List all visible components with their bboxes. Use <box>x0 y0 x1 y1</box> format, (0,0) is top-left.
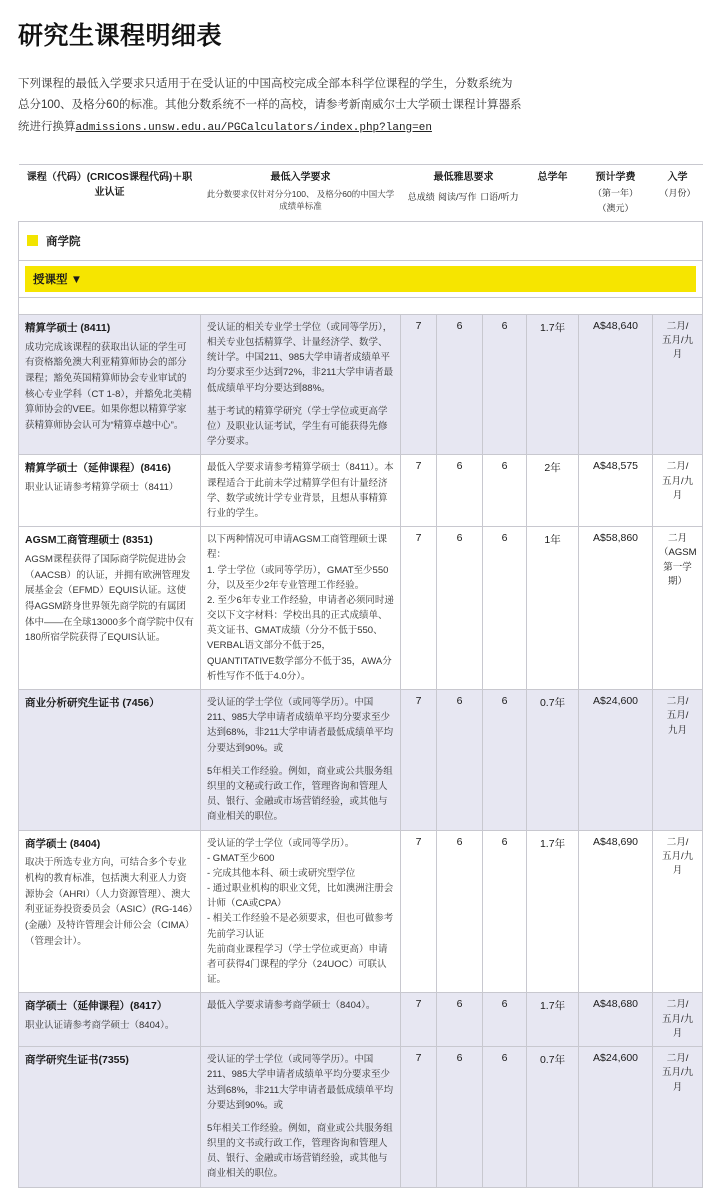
ielts-overall-cell: 7 <box>401 830 437 993</box>
spacer-row <box>19 297 703 314</box>
header-intake <box>653 164 703 221</box>
requirement-paragraph: 受认证的相关专业学士学位（或同等学历），相关专业包括精算学、计量经济学、数学、统计学。中国211、985大学申请者成绩单平均分要求至少达到72%，非211大学申请者最低成绩单平均分要达到88%。 <box>207 321 394 394</box>
course-name-cell <box>19 314 201 455</box>
intake-cell: 二月/ 五月/九月 <box>653 830 703 993</box>
requirement-paragraph: 受认证的学士学位（或同等学历）。中国211、985大学申请者成绩单平均分要求至少达到68%，非211大学申请者最低成绩单平均分要达到90%。或 <box>207 697 394 754</box>
table-row <box>19 455 703 527</box>
subsection-label[interactable]: 授课型 ▼ <box>25 266 696 292</box>
header-ielts-speaking: 口语/听力 <box>480 191 519 202</box>
requirement-paragraph: 5年相关工作经验。例如，商业或公共服务组织里的文秘或行政工作，管理咨询和管理人员、银行、金融或市场营销经验，或其他与商业相关的职位。 <box>207 765 393 823</box>
table-row <box>19 527 703 690</box>
course-name: 商学硕士 (8404) <box>25 837 101 850</box>
header-years <box>527 164 579 221</box>
header-years-label: 总学年 <box>537 171 568 183</box>
course-name: 商业分析研究生证书 (7456） <box>25 697 160 709</box>
duration-cell: 1年 <box>527 527 579 690</box>
ielts-overall-cell: 7 <box>401 527 437 690</box>
course-name: 精算学硕士 (8411) <box>25 321 111 334</box>
table-body <box>19 221 703 1187</box>
duration-cell: 2年 <box>527 455 579 527</box>
duration-cell: 0.7年 <box>527 1047 579 1188</box>
course-name-cell <box>19 830 201 993</box>
table-row <box>19 1047 703 1188</box>
header-intake-sublabel: （月份） <box>659 187 696 198</box>
course-accreditation-note: 取决于所选专业方向，可结合多个专业机构的教育标准，包括澳大利亚人力资源协会（AHRI）（人力资源管理）、澳大利亚证券投资委员会（ASIC）(RG-146）(金融）及特许管理会计师公会（CIMA）（管理会计）。 <box>25 857 193 947</box>
entry-requirement-cell <box>201 527 401 690</box>
requirement-paragraph: 基于考试的精算学研究（学士学位或更高学位）及职业认证考试，学生有可能获得先修学分要求。 <box>207 405 388 448</box>
ielts-reading-writing-cell: 6 <box>437 1047 483 1188</box>
duration-cell: 1.7年 <box>527 993 579 1047</box>
intake-cell: 二月/ 五月/九月 <box>653 1047 703 1188</box>
course-accreditation-note: AGSM课程获得了国际商学院促进协会（AACSB）的认证，并拥有欧洲管理发展基金会（EFMD）EQUIS认证。这使得AGSM跻身世界领先商学院的有属团体中——在全球13000多个商学院中仅有180所宿学院获得了EQUIS认证。 <box>25 553 194 644</box>
intake-cell: 二月/ 五月/九月 <box>653 314 703 455</box>
entry-requirement-cell <box>201 314 401 455</box>
ielts-reading-writing-cell: 6 <box>437 455 483 527</box>
ielts-overall-cell: 7 <box>401 690 437 831</box>
course-table <box>18 164 703 1188</box>
faculty-band <box>25 227 696 255</box>
ielts-reading-writing-cell: 6 <box>437 690 483 831</box>
ielts-overall-cell: 7 <box>401 314 437 455</box>
entry-requirement-cell <box>201 1047 401 1188</box>
ielts-speaking-listening-cell: 6 <box>483 314 527 455</box>
header-course-label: 课程（代码）(CRICOS课程代码)＋职业认证 <box>26 171 193 198</box>
header-fee-year: （第一年） <box>593 187 639 198</box>
tuition-fee-cell: A$48,690 <box>579 830 653 993</box>
ielts-speaking-listening-cell: 6 <box>483 455 527 527</box>
ielts-overall-cell: 7 <box>401 1047 437 1188</box>
ielts-overall-cell: 7 <box>401 455 437 527</box>
requirement-paragraph: 最低入学要求请参考精算学硕士（8411）。本课程适合于此前未学过精算学但有计量经济学、数学或统计学专业背景，且想从事精算行业的学生。 <box>207 462 394 519</box>
tuition-fee-cell: A$48,640 <box>579 314 653 455</box>
course-name: AGSM工商管理硕士 (8351) <box>25 534 153 547</box>
ielts-reading-writing-cell: 6 <box>437 527 483 690</box>
subsection-row <box>19 260 703 297</box>
header-ielts-label: 最低雅思要求 <box>433 171 494 183</box>
table-row <box>19 993 703 1047</box>
intake-cell: 二月/ 五月/九月 <box>653 455 703 527</box>
header-entry-sublabel: 此分数要求仅针对分分100、 及格分60的中国大学成绩单标准 <box>206 188 395 212</box>
course-name-cell <box>19 527 201 690</box>
tuition-fee-cell: A$24,600 <box>579 1047 653 1188</box>
header-fee-currency: （澳元） <box>597 203 634 214</box>
intake-cell: 二月/ 五月/ 九月 <box>653 690 703 831</box>
header-fee <box>579 164 653 221</box>
tuition-fee-cell: A$58,860 <box>579 527 653 690</box>
ielts-speaking-listening-cell: 6 <box>483 993 527 1047</box>
ielts-speaking-listening-cell: 6 <box>483 690 527 831</box>
tuition-fee-cell: A$48,680 <box>579 993 653 1047</box>
header-fee-label: 预计学费 <box>595 171 636 183</box>
calculator-link[interactable]: admissions.unsw.edu.au/PGCalculators/index.php?lang=en <box>75 121 432 134</box>
intro-line-2: 总分100、及格分60的标准。其他分数系统不一样的高校，请参考新南威尔士大学硕士课程计算器系 <box>18 99 522 112</box>
duration-cell: 1.7年 <box>527 830 579 993</box>
intro-paragraph <box>18 74 694 138</box>
header-ielts-overall: 总成绩 <box>407 191 435 202</box>
header-entry-label: 最低入学要求 <box>270 171 331 183</box>
entry-requirement-cell <box>201 690 401 831</box>
course-accreditation-note: 成功完成该课程的获取出认证的学生可有资格豁免澳大利亚精算师协会的部分课程；豁免英国精算师协会专业审试的核心专业学科（CT 1-8），并豁免北美精算师协会的VEE。如果你想以精算学家获精算师协会认可为“精算卓越中心”。 <box>25 341 192 432</box>
entry-requirement-cell <box>201 830 401 993</box>
table-row <box>19 314 703 455</box>
intake-cell: 二月 （AGSM第一学期） <box>653 527 703 690</box>
course-name: 商学研究生证书(7355) <box>25 1054 129 1067</box>
header-intake-label: 入学 <box>667 171 688 183</box>
subsection-cell <box>19 260 703 297</box>
intake-cell: 二月/ 五月/九月 <box>653 993 703 1047</box>
header-course <box>19 164 201 221</box>
course-accreditation-note: 职业认证请参考商学硕士（8404）。 <box>25 1020 175 1032</box>
intro-line-1: 下列课程的最低入学要求只适用于在受认证的中国高校完成全部本科学位课程的学生，分数系统为 <box>18 78 513 90</box>
course-name-cell <box>19 455 201 527</box>
tuition-fee-cell: A$48,575 <box>579 455 653 527</box>
ielts-reading-writing-cell: 6 <box>437 993 483 1047</box>
header-ielts <box>401 164 527 221</box>
faculty-band-cell <box>19 221 703 260</box>
table-row <box>19 830 703 993</box>
faculty-label: 商学院 <box>46 235 81 248</box>
requirement-paragraph: 受认证的学士学位（或同等学历）。 - GMAT至少600 - 完成其他本科、硕士或研究型学位 - 通过职业机构的职业文凭，比如澳洲注册会计师（CA或CPA） - 相关工作经验不是必须要求，但也可做参考 先前学习认证 先前商业课程学习（学士学位或更高）申请者可获得4门课程的学分（24UOC）可联认证。 <box>207 837 394 986</box>
requirement-paragraph: 5年相关工作经验。例如，商业或公共服务组织里的文书或行政工作，管理咨询和管理人员、银行、金融或市场营销经验，或其他与商业相关的职位。 <box>207 1122 393 1180</box>
ielts-reading-writing-cell: 6 <box>437 314 483 455</box>
tuition-fee-cell: A$24,600 <box>579 690 653 831</box>
header-ielts-reading: 阅读/写作 <box>437 191 477 202</box>
course-name-cell <box>19 1047 201 1188</box>
course-name-cell <box>19 690 201 831</box>
course-name: 精算学硕士（延伸课程）(8416) <box>25 462 171 475</box>
ielts-speaking-listening-cell: 6 <box>483 830 527 993</box>
course-name-cell <box>19 993 201 1047</box>
ielts-reading-writing-cell: 6 <box>437 830 483 993</box>
header-entry-requirement <box>201 164 401 221</box>
entry-requirement-cell <box>201 993 401 1047</box>
duration-cell: 0.7年 <box>527 690 579 831</box>
requirement-paragraph: 最低入学要求请参考商学硕士（8404）。 <box>207 1000 376 1012</box>
faculty-band-row <box>19 221 703 260</box>
course-accreditation-note: 职业认证请参考精算学硕士（8411） <box>25 482 179 494</box>
entry-requirement-cell <box>201 455 401 527</box>
duration-cell: 1.7年 <box>527 314 579 455</box>
course-name: 商学硕士（延伸课程）(8417） <box>25 1000 168 1013</box>
requirement-paragraph: 以下两种情况可申请AGSM工商管理硕士课程： 1. 学士学位（或同等学历），GMAT至少550分，以及至少2年专业管理工作经验。 2. 至少6年专业工作经验，申请者必须同时递交以下文字材料：学校出具的正式成绩单、英文证书、GMAT成绩（分分不低于550、VERBAL语文部分不低于25，QUANTITATIVE数学部分不低于35，AWA分析性写作不低于4.0分）。 <box>207 534 394 682</box>
table-header <box>19 164 703 221</box>
ielts-speaking-listening-cell: 6 <box>483 527 527 690</box>
ielts-overall-cell: 7 <box>401 993 437 1047</box>
page-title: 研究生课程明细表 <box>18 22 223 50</box>
intro-line-3: 统进行换算 <box>18 120 76 133</box>
table-row <box>19 690 703 831</box>
requirement-paragraph: 受认证的学士学位（或同等学历）。中国211、985大学申请者成绩单平均分要求至少达到68%，非211大学申请者最低成绩单平均分要达到90%。或 <box>207 1054 394 1111</box>
ielts-speaking-listening-cell: 6 <box>483 1047 527 1188</box>
yellow-square-icon <box>27 235 38 246</box>
